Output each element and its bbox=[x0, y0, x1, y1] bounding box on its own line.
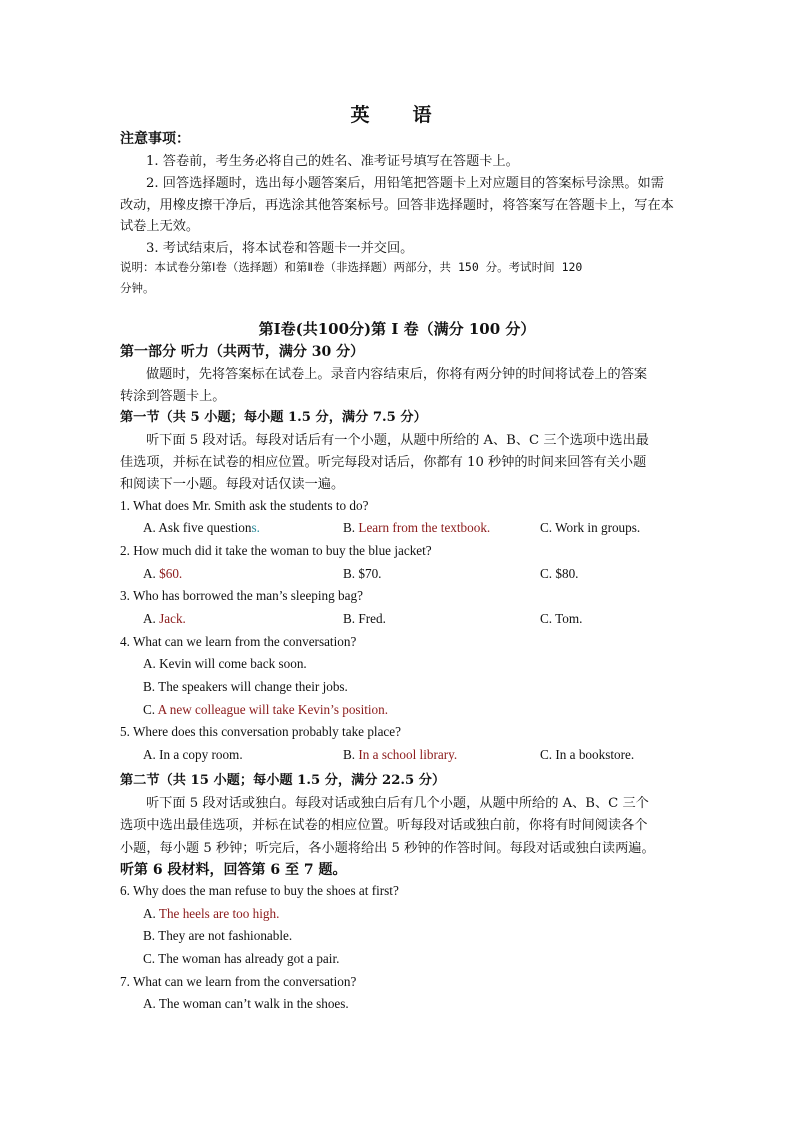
notice-item-2-line-2: 改动，用橡皮擦干净后，再选涂其他答案标号。回答非选择题时，将答案写在答题卡上，写在本 bbox=[120, 198, 674, 213]
sec1-intro-line-2: 佳选项，并标在试卷的相应位置。听完每段对话后，你都有 10 秒钟的时间来回答有关小题 bbox=[120, 455, 647, 470]
notice-item-1: 1. 答卷前，考生务必将自己的姓名、准考证号填写在答题卡上。 bbox=[146, 154, 519, 169]
q2-stem: 2. How much did it take the woman to buy the blue jacket? bbox=[120, 543, 432, 558]
q6-option-c[interactable]: C. The woman has already got a pair. bbox=[143, 951, 340, 966]
q5-option-c[interactable]: C. In a bookstore. bbox=[540, 747, 635, 762]
q4-option-a[interactable]: A. Kevin will come back soon. bbox=[143, 656, 307, 671]
q3-option-b[interactable]: B. Fred. bbox=[343, 611, 386, 626]
page-title: 英 语 bbox=[350, 104, 444, 126]
notice-item-3: 3. 考试结束后，将本试卷和答题卡一并交回。 bbox=[146, 241, 414, 256]
sec2-intro-line-2: 选项中选出最佳选项，并标在试卷的相应位置。听每段对话或独白前，你将有时间阅读各个 bbox=[120, 818, 648, 833]
q5-option-a[interactable]: A. In a copy room. bbox=[143, 747, 243, 762]
q4-option-b[interactable]: B. The speakers will change their jobs. bbox=[143, 679, 348, 694]
part1-intro-line-1: 做题时，先将答案标在试卷上。录音内容结束后，你将有两分钟的时间将试卷上的答案 bbox=[146, 367, 648, 382]
sec2-intro-line-1: 听下面 5 段对话或独白。每段对话或独白后有几个小题，从题中所给的 A、B、C 三个 bbox=[146, 796, 649, 811]
q3-option-a[interactable]: A. Jack. bbox=[143, 611, 186, 626]
notice-item-2-line-1: 2. 回答选择题时，选出每小题答案后，用铅笔把答题卡上对应题目的答案标号涂黑。如需 bbox=[146, 176, 664, 191]
q7-option-a[interactable]: A. The woman can’t walk in the shoes. bbox=[143, 996, 349, 1011]
sec2-intro-line-3: 小题，每小题 5 秒钟；听完后，各小题将给出 5 秒钟的作答时间。每段对话或独白读两遍。 bbox=[120, 841, 655, 856]
q4-stem: 4. What can we learn from the conversation? bbox=[120, 634, 357, 649]
sec1-intro-line-1: 听下面 5 段对话。每段对话后有一个小题，从题中所给的 A、B、C 三个选项中选出最 bbox=[146, 433, 649, 448]
q6-stem: 6. Why does the man refuse to buy the shoes at first? bbox=[120, 883, 399, 898]
q2-option-b[interactable]: B. $70. bbox=[343, 566, 382, 581]
q2-option-a[interactable]: A. $60. bbox=[143, 566, 183, 581]
explain-line-1: 说明：本试卷分第Ⅰ卷（选择题）和第Ⅱ卷（非选择题）两部分，共 150 分。考试时间 120 bbox=[120, 260, 583, 274]
q1-option-b[interactable]: B. Learn from the textbook. bbox=[343, 520, 491, 535]
explain-line-2: 分钟。 bbox=[120, 281, 155, 295]
q1-option-a[interactable]: A. Ask five questions. bbox=[143, 520, 260, 535]
q1-stem: 1. What does Mr. Smith ask the students to do? bbox=[120, 498, 369, 513]
q3-stem: 3. Who has borrowed the man’s sleeping bag? bbox=[120, 588, 363, 603]
sec1-heading: 第一节（共 5 小题；每小题 1.5 分，满分 7.5 分） bbox=[120, 410, 427, 425]
q6-option-a[interactable]: A. The heels are too high. bbox=[143, 906, 280, 921]
sec2-heading: 第二节（共 15 小题；每小题 1.5 分，满分 22.5 分） bbox=[120, 773, 446, 788]
q6-option-b[interactable]: B. They are not fashionable. bbox=[143, 928, 293, 943]
sec1-intro-line-3: 和阅读下一小题。每段对话仅读一遍。 bbox=[120, 477, 345, 492]
notice-heading: 注意事项： bbox=[120, 131, 190, 147]
q4-option-c[interactable]: C. A new colleague will take Kevin’s position. bbox=[143, 702, 389, 717]
part1-intro-line-2: 转涂到答题卡上。 bbox=[120, 389, 226, 404]
q7-stem: 7. What can we learn from the conversation? bbox=[120, 974, 357, 989]
notice-item-2-line-3: 试卷上无效。 bbox=[120, 219, 200, 234]
sec2-material: 听第 6 段材料，回答第 6 至 7 题。 bbox=[120, 862, 347, 878]
q3-option-c[interactable]: C. Tom. bbox=[540, 611, 583, 626]
q1-option-c[interactable]: C. Work in groups. bbox=[540, 520, 641, 535]
section-title: 第I卷(共100分)第 I 卷（满分 100 分） bbox=[258, 320, 536, 338]
q5-option-b[interactable]: B. In a school library. bbox=[343, 747, 458, 762]
q5-stem: 5. Where does this conversation probably take place? bbox=[120, 724, 401, 739]
part1-heading: 第一部分 听力（共两节，满分 30 分） bbox=[120, 344, 365, 360]
q2-option-c[interactable]: C. $80. bbox=[540, 566, 579, 581]
